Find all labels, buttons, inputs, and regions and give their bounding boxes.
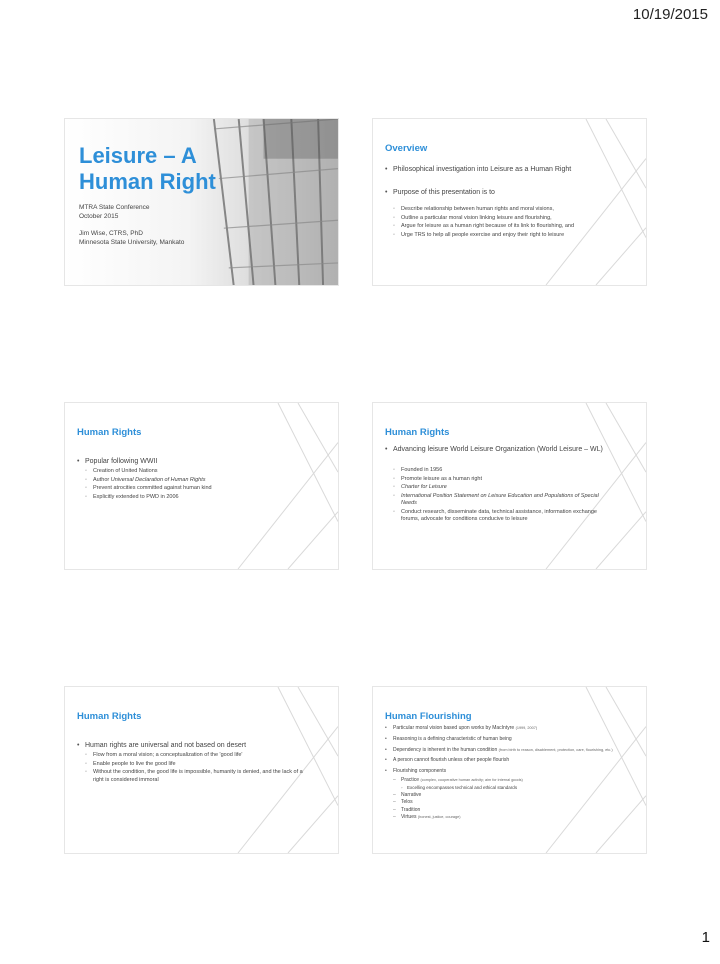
slide-main-title: Leisure – A Human Right xyxy=(79,143,216,194)
slide-body: • Advancing leisure World Leisure Organization (World Leisure – WL) ◦ Founded in 1956 ◦ Promote leisure as a human right ◦ Charter for Leisure ◦ International Position Statement on Leisure Education and Populations of Special Needs ◦ Conduct research, disseminate data, technical assistance, information exchange forums, advocate for conditions conducive to leisure xyxy=(385,443,616,525)
slide-overview xyxy=(372,118,647,286)
slide-body: • Philosophical investigation into Leisure as a Human Right • Purpose of this presentation is to ◦ Describe relationship between human rights and moral visions, ◦ Outline a particular moral vision linking leisure and flourishing, ◦ Argue for leisure as a human right because of its link to flourishing, and ◦ Urge TRS to help all people exercise and enjoy their right to leisure xyxy=(385,163,616,240)
slide-human-rights-2 xyxy=(372,402,647,570)
date: 10/19/2015 xyxy=(632,6,708,23)
slide-heading: Human Rights xyxy=(77,427,142,438)
slide-body: • Human rights are universal and not based on desert ◦ Flow from a moral vision; a conceptualization of the 'good life' ◦ Enable people to live the good life ◦ Without the condition, the good life is impossible, humanity is denied, and the lack of a right is considered immoral xyxy=(77,739,308,785)
slide-human-rights-3 xyxy=(64,686,339,854)
slide-human-flourishing xyxy=(372,686,647,854)
slide-heading: Human Rights xyxy=(385,427,450,438)
slide-title xyxy=(64,118,339,286)
slide-body: • Particular moral vision based upon works by MacIntyre (1999, 2007) • Reasoning is a defining characteristic of human being • Dependency is inherent in the human condition (from birth to reason, disablement, protection, care, flourishing, etc.) • A person cannot flourish unless other people flourish • Flourishing components – Practice (complex, cooperative human activity; aim for internal goods) ◦ Excelling encompasses technical and ethical standards – Narrative – Telos – Tradition – Virtues (honest, justice, courage) xyxy=(385,723,616,822)
slide-heading: Human Flourishing xyxy=(385,711,472,722)
slide-human-rights-1 xyxy=(64,402,339,570)
slide-subtitle: MTRA State Conference October 2015 Jim Wise, CTRS, PhD Minnesota State University, Mankato xyxy=(79,204,185,246)
page-number: 1 xyxy=(701,929,710,946)
slide-body: • Popular following WWII ◦ Creation of United Nations ◦ Author Universal Declaration of Human Rights ◦ Prevent atrocities committed against human kind ◦ Explicitly extended to PWD in 2006 xyxy=(77,455,308,502)
slide-heading: Human Rights xyxy=(77,711,142,722)
slide-heading: Overview xyxy=(385,143,428,154)
